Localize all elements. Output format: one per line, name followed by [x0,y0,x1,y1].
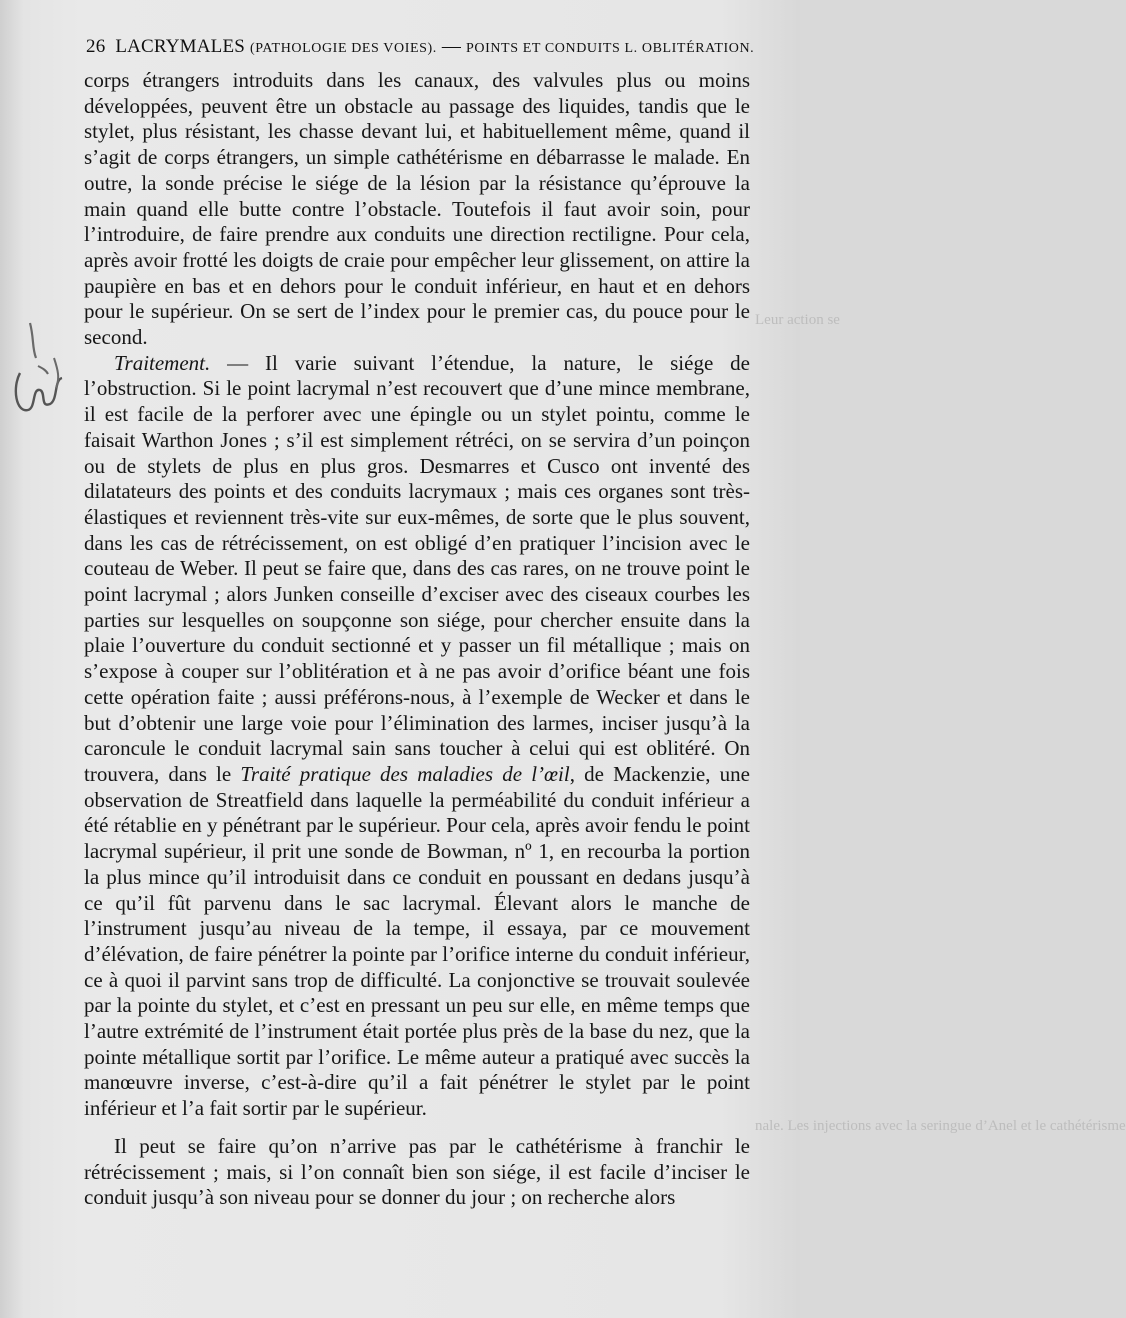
header-section: (PATHOLOGIE DES VOIES). [250,41,437,56]
paragraph-final [84,1134,750,1211]
handwritten-margin-mark [10,318,70,428]
paragraph-2-text-continued: , de Mackenzie, une observation de Streatfield dans laquelle la perméabilité du conduit inférieur a été rétablie en y pénétrant par le supérieur. Pour cela, après avoir fendu le point lacrymal supérieur, il prit une sonde de Bowman, nº 1, en recourba la portion la plus mince qu’il introduisit dans ce conduit en poussant en dedans jusqu’à ce qu’il fût parvenu dans le sac lacrymal. Élevant alors le manche de l’instrument jusqu’au niveau de la tempe, il essaya, par ce mouvement d’élévation, de faire pénétrer la pointe par l’orifice interne du conduit inférieur, ce à quoi il parvint sans trop de difficulté. La conjonctive se trouvait soulevée par la pointe du stylet, et c’est en pressant un peu sur elle, en même temps que l’autre extrémité de l’instrument était portée plus près de la base du nez, que la pointe métallique sortit par l’orifice. Le même auteur a pratiqué avec succès la manœuvre inverse, c’est-à-dire qu’il a fait pénétrer le stylet par le point inférieur et l’a fait sortir par le supérieur. [84,761,750,1121]
page-number: 26 [86,36,106,57]
paragraph-3-text: Il peut se faire qu’on n’arrive pas par le cathétérisme à franchir le rétrécissement ; mais, si l’on connaît bien son siége, il est facile d’inciser le conduit jusqu’à son niveau pour se donner du jour ; on recherche alors [84,1133,750,1210]
running-title: LACRYMALES [115,36,246,57]
paragraph-2-text: — Il varie suivant l’étendue, la nature, le siége de l’obstruction. Si le point lacrymal n’est recouvert que d’une mince membrane, il est facile de la perforer avec une épingle ou un stylet pointu, comme le faisait Warthon Jones ; s’il est simplement rétréci, on se servira d’un poinçon ou de stylets de plus en plus gros. Desmarres et Cusco ont inventé des dilatateurs des points et des conduits lacrymaux ; mais ces organes sont très-élastiques et reviennent très-vite sur eux-mêmes, de sorte que le plus souvent, dans les cas de rétrécissement, on est obligé d’en pratiquer l’incision avec le couteau de Weber. Il peut se faire que, dans des cas rares, on ne trouve point le point lacrymal ; alors Junken conseille d’exciser avec des ciseaux courbes les parties sur lesquelles on soupçonne son siége, pour chercher ensuite dans la plaie l’ouverture du conduit sectionné et y passer un fil métallique ; mais on s’expose à couper sur l’oblitération et à ne pas avoir d’orifice béant une fois cette opération faite ; aussi préférons-nous, à l’exemple de Wecker et dans le but d’obtenir une large voie pour l’élimination des larmes, inciser jusqu’à la caroncule le conduit lacrymal sain sans toucher à celui qui est oblitéré. On trouvera, dans le [84,350,750,786]
bleed-through-text-2: nale. Les injections avec la seringue d’Anel et le cathétérisme [755,1118,1126,1134]
running-header [86,36,756,58]
body-text [84,68,750,1211]
book-title-citation: Traité pratique des maladies de l’œil [240,761,570,786]
header-subsection: POINTS ET CONDUITS L. OBLITÉRATION. [465,41,755,56]
paragraph-1-text: corps étrangers introduits dans les canaux, des valvules plus ou moins développées, peuvent être un obstacle au passage des liquides, tandis que le stylet, plus résistant, les chasse devant lui, et habituellement même, quand il s’agit de corps étrangers, un simple cathétérisme en débarrasse le malade. En outre, la sonde précise le siége de la lésion par la résistance qu’éprouve la main quand elle butte contre l’obstacle. Toutefois il faut avoir soin, pour l’introduire, de faire prendre aux conduits une direction rectiligne. Pour cela, après avoir frotté les doigts de craie pour empêcher leur glissement, on attire la paupière en bas et en dehors pour le conduit inférieur, en haut et en dehors pour le supérieur. On se sert de l’index pour le premier cas, du pouce pour le second. [84,68,750,350]
paragraph-continued [84,68,750,351]
paragraph-2-label: Traitement. [114,350,211,375]
paragraph-traitement [84,351,750,1122]
header-dash: — [441,36,462,57]
bleed-through-text-1: Leur action se [755,312,840,328]
